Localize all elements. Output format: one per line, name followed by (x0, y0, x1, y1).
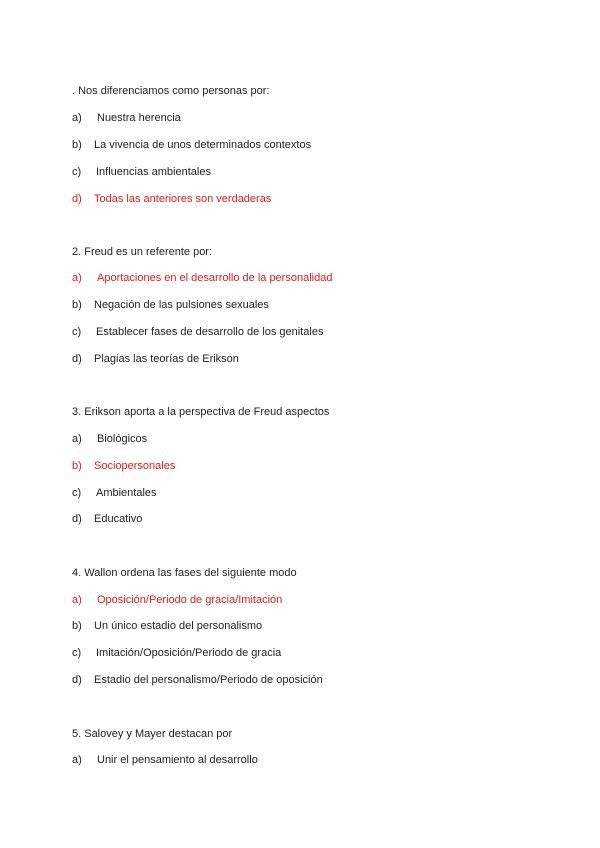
option-text: Todas las anteriores son verdaderas (94, 193, 272, 205)
question-2: 2. Freud es un referente por: (72, 246, 213, 258)
question-2-option-d (72, 352, 239, 366)
option-text: Biológicos (97, 433, 148, 445)
question-2-option-b (72, 298, 269, 312)
question-2-option-c (72, 325, 323, 339)
question-1-option-b (72, 138, 311, 152)
option-text: Aportaciones en el desarrollo de la personalidad (97, 272, 333, 284)
option-letter: b) (72, 460, 82, 472)
question-4-option-c (72, 646, 281, 660)
option-letter: d) (72, 513, 82, 525)
question-4: 4. Wallon ordena las fases del siguiente modo (72, 567, 297, 579)
option-text: Estadio del personalismo/Periodo de oposición (94, 674, 323, 686)
option-text: Un único estadio del personalismo (94, 620, 263, 632)
option-text: Imitación/Oposición/Periodo de gracia (96, 647, 282, 659)
question-1-option-a (72, 111, 181, 125)
question-2-option-a-correct (72, 271, 332, 285)
question-1: . Nos diferenciamos como personas por: (72, 85, 270, 97)
option-letter: b) (72, 139, 82, 151)
option-text: Plagias las teorías de Erikson (94, 353, 239, 365)
option-letter: d) (72, 674, 82, 686)
question-3-option-d (72, 512, 142, 526)
option-letter: d) (72, 193, 82, 205)
option-text: La vivencia de unos determinados contextos (94, 139, 312, 151)
option-text: Establecer fases de desarrollo de los genitales (96, 326, 324, 338)
question-5-option-a (72, 753, 258, 767)
option-letter: a) (72, 594, 82, 606)
option-letter: b) (72, 299, 82, 311)
option-letter: a) (72, 433, 82, 445)
option-text: Nuestra herencia (97, 112, 181, 124)
option-text: Ambientales (96, 487, 157, 499)
option-letter: c) (72, 647, 82, 659)
question-4-option-a-correct (72, 593, 282, 607)
question-4-option-b (72, 619, 262, 633)
option-letter: c) (72, 166, 82, 178)
question-3-option-c (72, 486, 157, 500)
question-3-option-a (72, 432, 147, 446)
question-5: 5. Salovey y Mayer destacan por (72, 728, 233, 740)
option-letter: a) (72, 754, 82, 766)
question-3-option-b-correct (72, 459, 175, 473)
option-letter: b) (72, 620, 82, 632)
option-text: Unir el pensamiento al desarrollo (97, 754, 258, 766)
question-4-option-d (72, 673, 323, 687)
option-letter: d) (72, 353, 82, 365)
option-text: Influencias ambientales (96, 166, 211, 178)
option-letter: c) (72, 326, 82, 338)
option-letter: c) (72, 487, 82, 499)
option-text: Oposición/Periodo de gracia/Imitación (97, 594, 283, 606)
option-letter: a) (72, 112, 82, 124)
option-text: Negación de las pulsiones sexuales (94, 299, 269, 311)
question-1-option-c (72, 165, 211, 179)
option-text: Educativo (94, 513, 143, 525)
option-text: Sociopersonales (94, 460, 176, 472)
question-1-option-d-correct (72, 192, 271, 206)
question-3: 3. Erikson aporta a la perspectiva de Freud aspectos (72, 406, 330, 418)
option-letter: a) (72, 272, 82, 284)
